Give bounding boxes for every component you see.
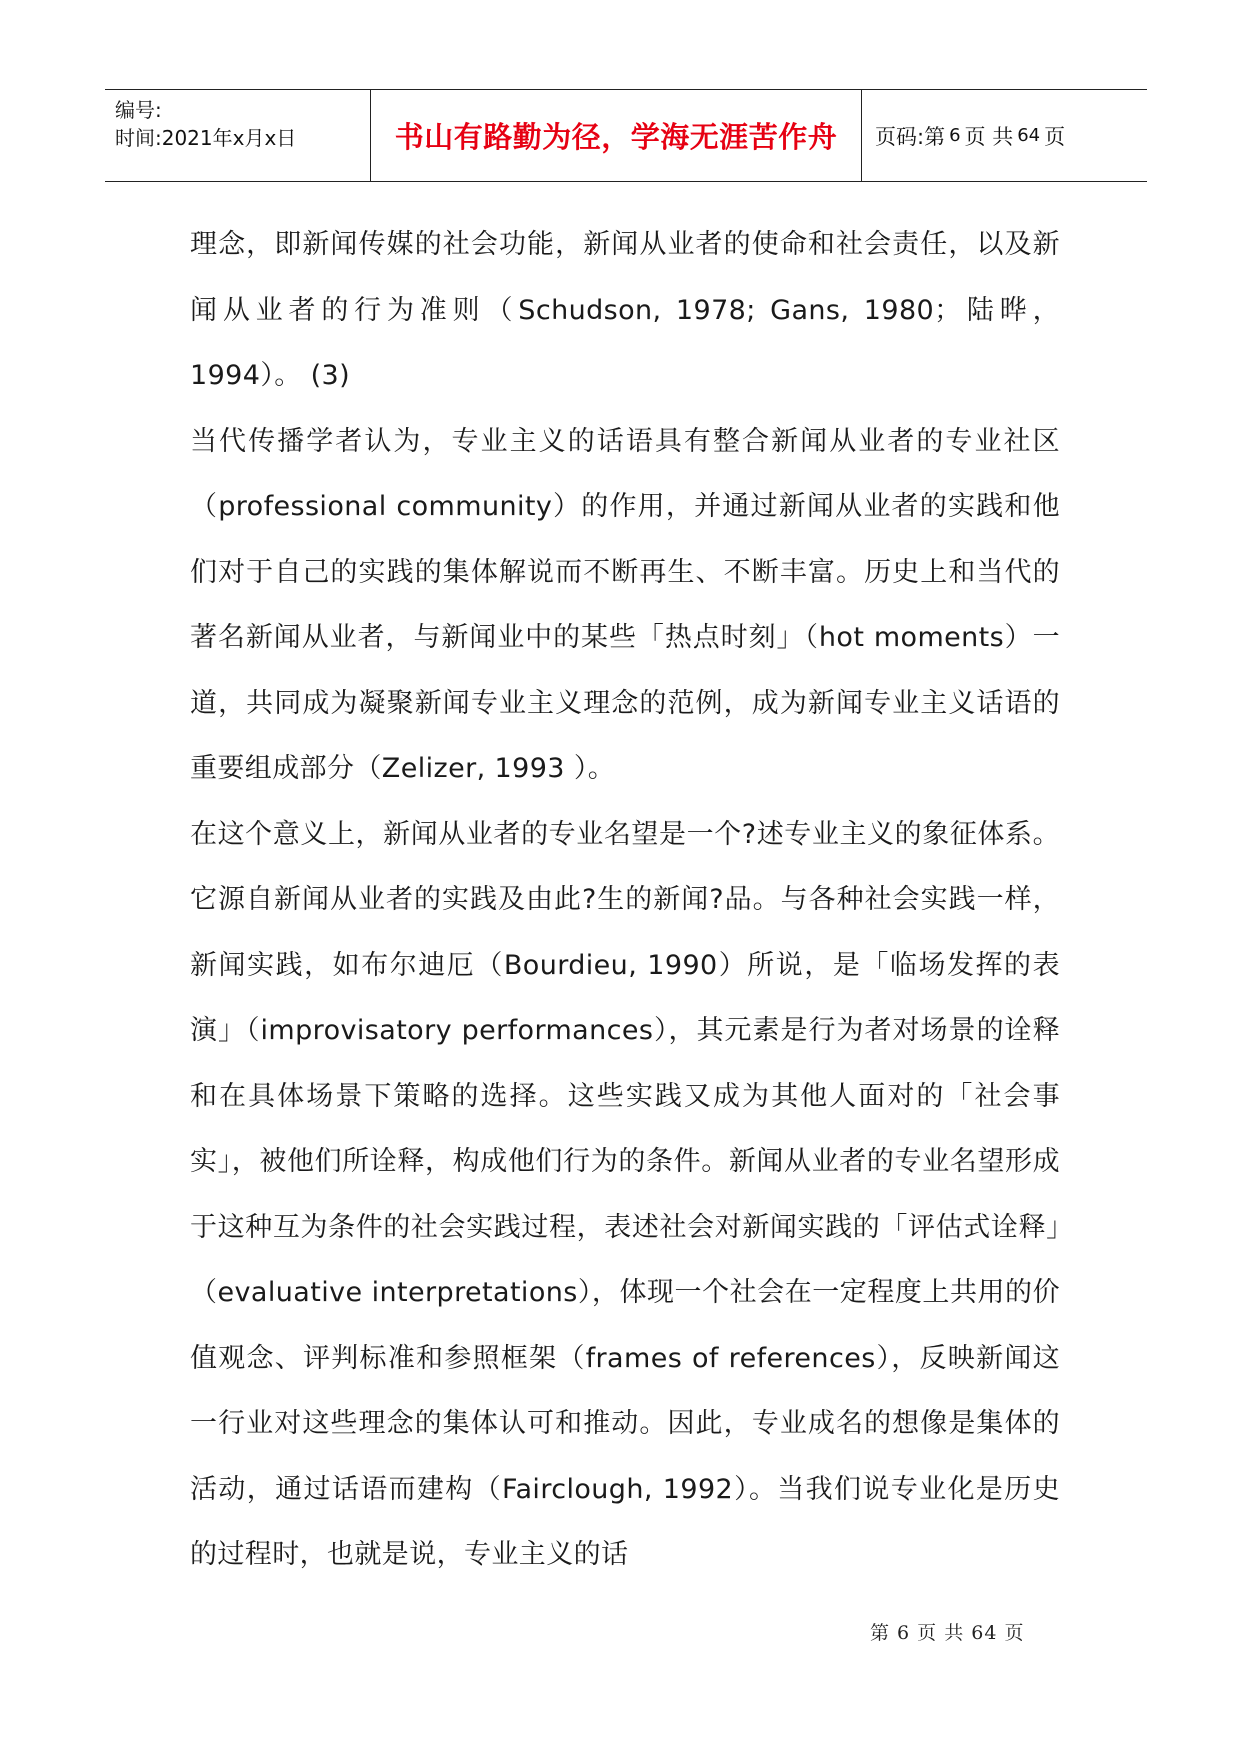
header-motto: 书山有路勤为径，学海无涯苦作舟 [394,120,838,154]
header-divider [861,90,862,181]
document-time-label: 时间:2021年x月x日 [115,126,297,150]
header-page-indicator [875,90,1065,181]
page-prefix: 页码:第 [875,124,946,149]
document-header [105,89,1147,182]
body-paragraph: 在这个意义上，新闻从业者的专业名望是一个?述专业主义的象征体系。它源自新闻从业者的实践及由此?生的新闻?品。与各种社会实践一样，新闻实践，如布尔迪厄（Bourdieu, 1990）所说，是「临场发挥的表演」（improvisatory performances），其元素是行为者对场景的诠释和在具体场景下策略的选择。这些实践又成为其他人面对的「社会事实」，被他们所诠释，构成他们行为的条件。新闻从业者的专业名望形成于这种互为条件的社会实践过程，表述社会对新闻实践的「评估式诠释」（evaluative interpretations），体现一个社会在一定程度上共用的价值观念、评判标准和参照框架（frames of references），反映新闻这一行业对这些理念的集体认可和推动。因此，专业成名的想像是集体的活动，通过话语而建构（Fairclough, 1992）。当我们说专业化是历史的过程时，也就是说，专业主义的话 [190,818,1060,1570]
document-body [190,212,1060,1588]
page-total: 64 [1017,125,1041,146]
header-meta [115,96,296,152]
document-number-label: 编号: [115,98,162,122]
body-paragraph: 当代传播学者认为，专业主义的话语具有整合新闻从业者的专业社区（professional community）的作用，并通过新闻从业者的实践和他们对于自己的实践的集体解说而不断再生、不断丰富。历史上和当代的著名新闻从业者，与新闻业中的某些「热点时刻」（hot moments）一道，共同成为凝聚新闻专业主义理念的范例，成为新闻专业主义话语的重要组成部分（Zelizer, 1993 ）。 [190,425,1060,784]
page-suffix: 页 [1044,124,1066,149]
body-paragraph: 理念，即新闻传媒的社会功能，新闻从业者的使命和社会责任，以及新闻从业者的行为准则（Schudson, 1978; Gans, 1980；陆晔，1994）。 (3) [190,229,1060,391]
page-mid: 页 共 [964,124,1014,149]
page-current: 6 [949,125,961,146]
page-footer: 第 6 页 共 64 页 [870,1622,1025,1644]
